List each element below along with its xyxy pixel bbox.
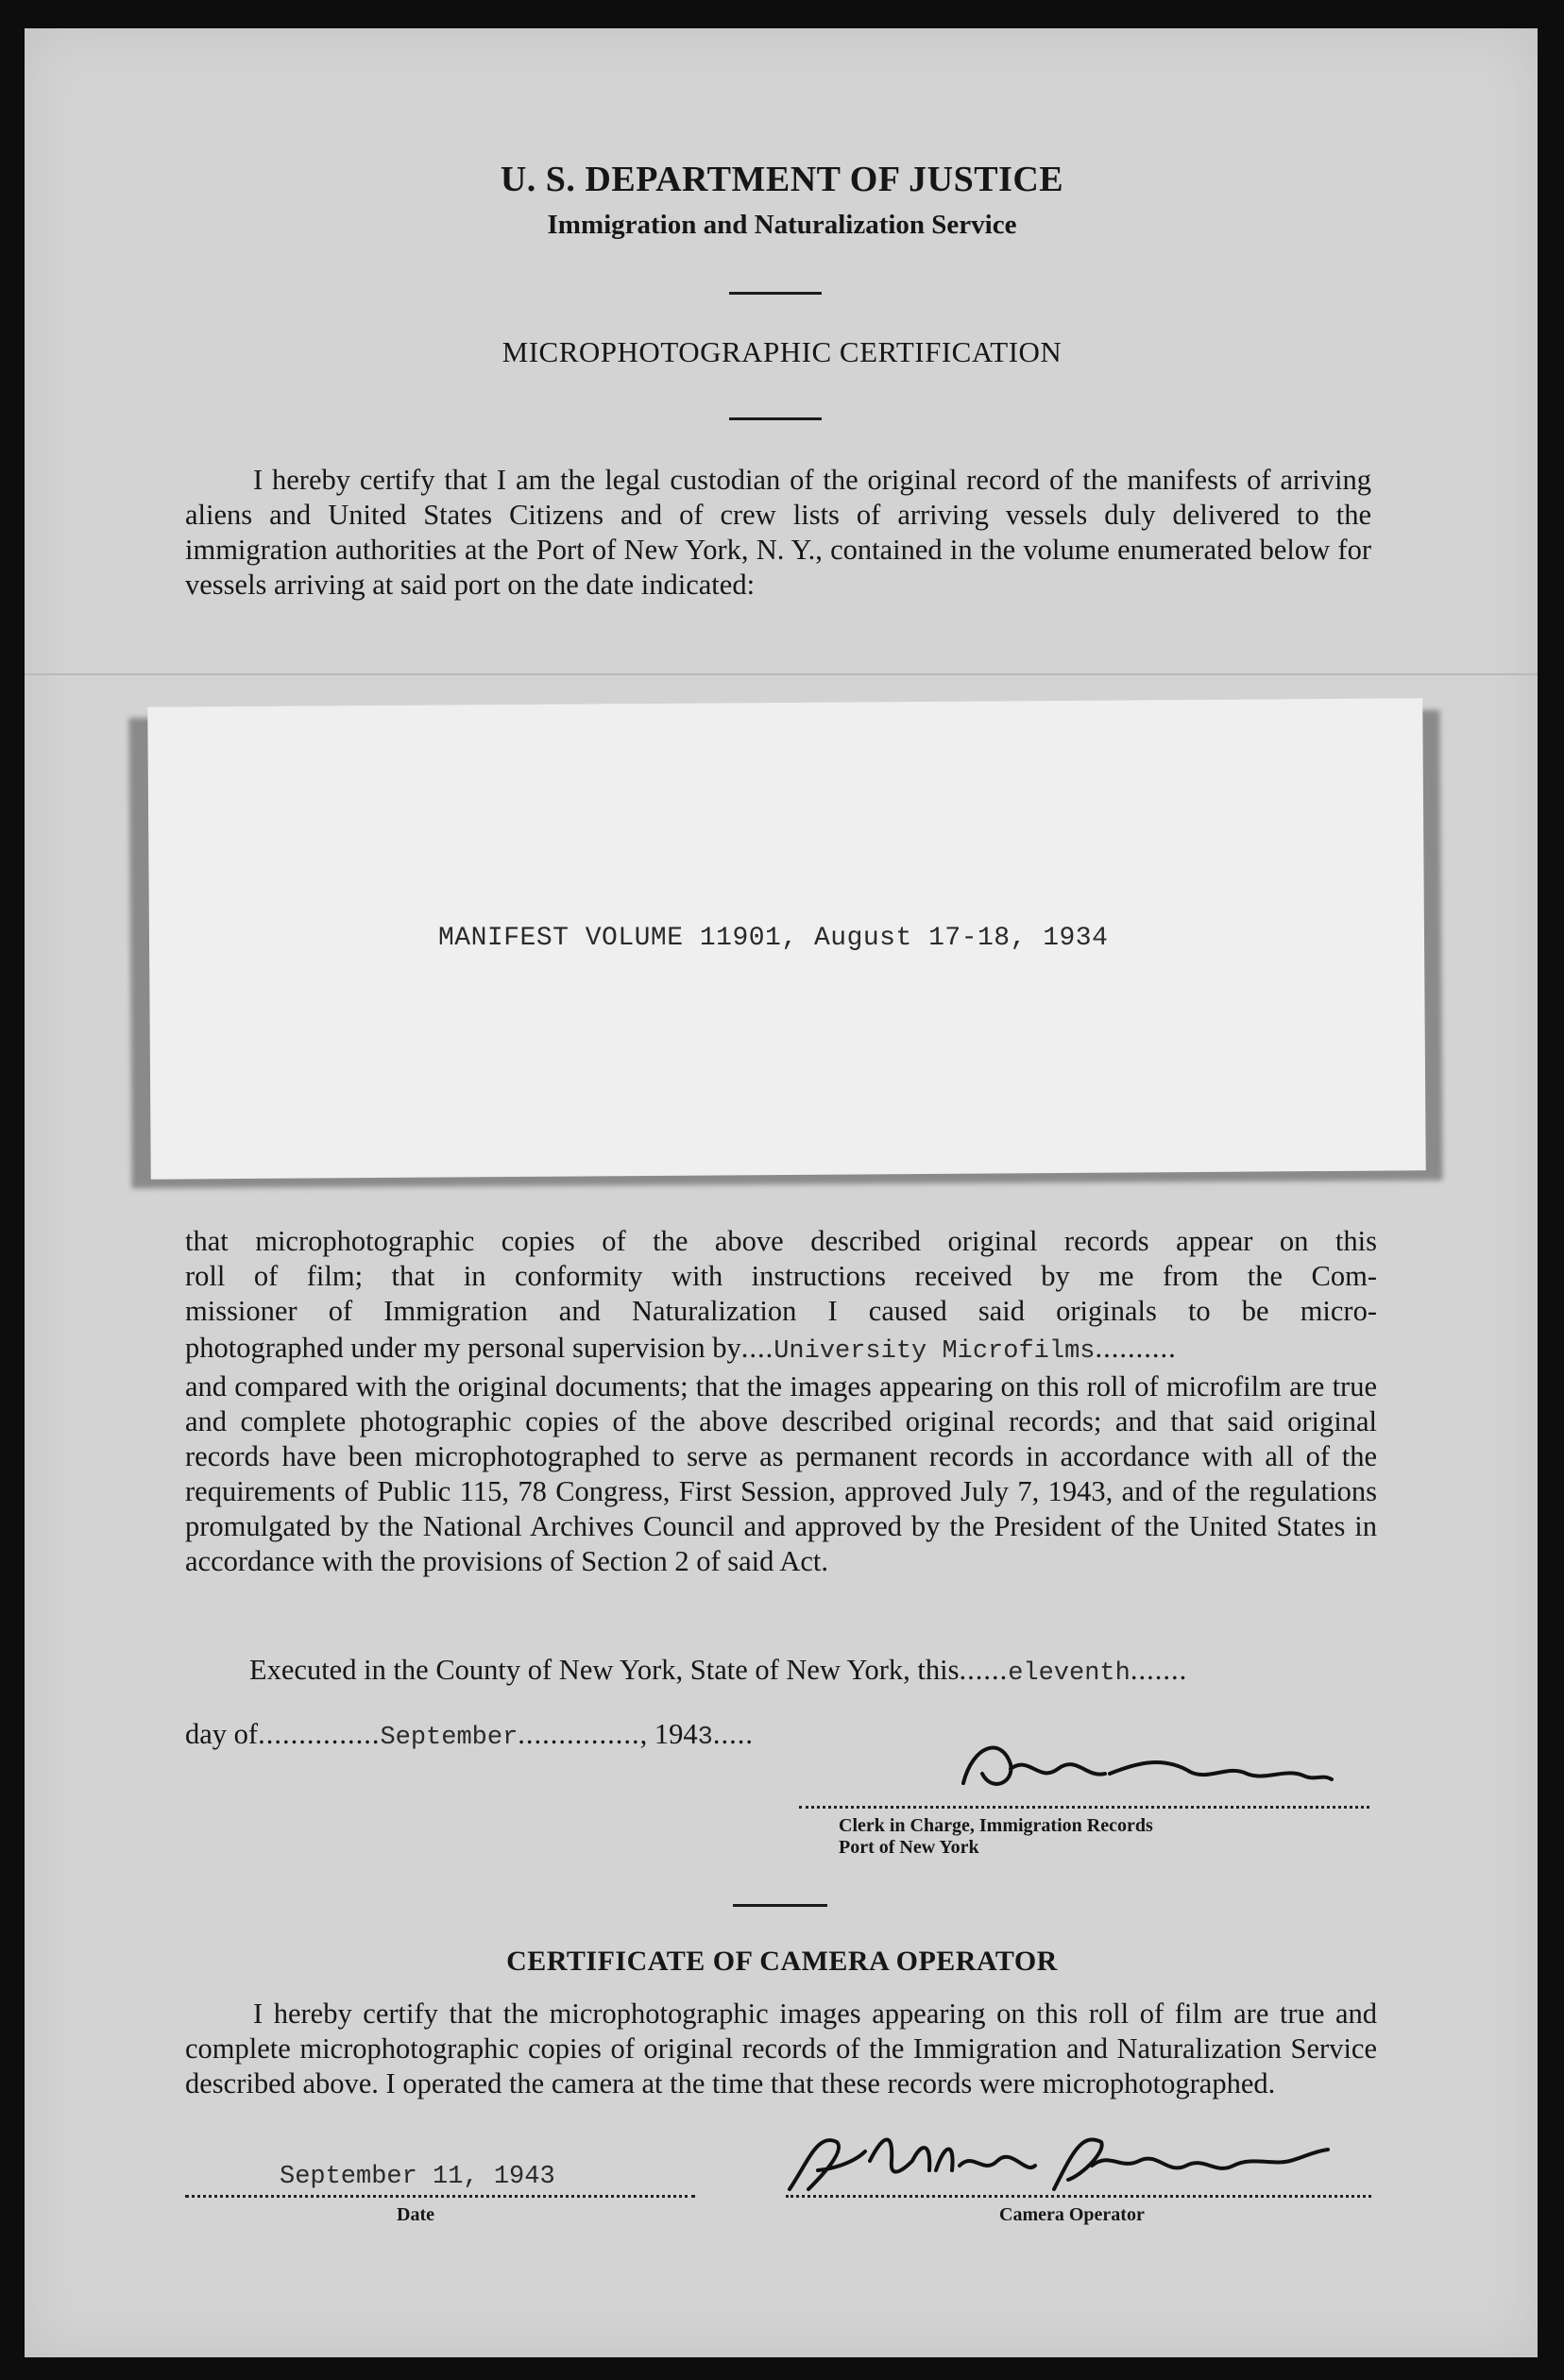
clerk-signature-line [799, 1806, 1369, 1809]
clerk-signature [944, 1726, 1379, 1806]
execution-month-line: day of...............September..............., 1943..... [185, 1718, 754, 1752]
camera-date-value: September 11, 1943 [280, 2163, 555, 2191]
camera-certificate-title: CERTIFICATE OF CAMERA OPERATOR [506, 1946, 1058, 1977]
page-fold-line [25, 673, 1538, 675]
execution-day: eleventh [1008, 1659, 1130, 1688]
certification-title: MICROPHOTOGRAPHIC CERTIFICATION [502, 335, 1062, 368]
divider-rule [729, 417, 822, 420]
clerk-title-line1: Clerk in Charge, Immigration Records [839, 1815, 1153, 1836]
certification-body [185, 1224, 1377, 1579]
service-subheading: Immigration and Naturalization Service [547, 210, 1017, 240]
execution-line: Executed in the County of New York, State of New York, this......eleventh....... [249, 1654, 1188, 1688]
clerk-title-line2: Port of New York [839, 1837, 979, 1858]
divider-rule [733, 1904, 827, 1907]
date-label: Date [397, 2204, 434, 2225]
supervision-line: photographed under my personal supervision by....University Microfilms.......... [185, 1332, 1177, 1366]
day-of-label: day of [185, 1718, 259, 1750]
execution-prefix: Executed in the County of New York, State of New York, this [249, 1654, 960, 1686]
department-heading: U. S. DEPARTMENT OF JUSTICE [500, 160, 1064, 199]
supervisor-name: University Microfilms [774, 1337, 1096, 1366]
clerk-title [839, 1815, 1153, 1859]
execution-month: September [380, 1724, 518, 1752]
body-line: missioner of Immigration and Naturalization I caused said originals to be micro- [185, 1295, 1377, 1327]
body-line: roll of film; that in conformity with instructions received by me from the Com- [185, 1260, 1377, 1292]
date-line [185, 2195, 695, 2198]
body-rest: and compared with the original documents; that the images appearing on this roll of microfilm are true and complete photographic copies of the above described original records; and that said original records have been microphotographed to serve as permanent records in accordance with all of the requirements of Public 115, 78 Congress, First Session, approved July 7, 1943, and of the regulations promulgated by the National Archives Council and approved by the President of the United States in accordance with the provisions of Section 2 of said Act. [185, 1370, 1377, 1577]
intro-paragraph: I hereby certify that I am the legal custodian of the original record of the manifests of arriving aliens and United States Citizens and of crew lists of arriving vessels duly delivered to the immigration authorities at the Port of New York, N. Y., contained in the volume enumerated below for vessels arriving at said port on the date indicated: [185, 464, 1371, 601]
camera-certificate-paragraph: I hereby certify that the microphotographic images appearing on this roll of film are true and complete microphotographic copies of original records of the Immigration and Naturalization Service described above. I operated the camera at the time that these records were microphotographed. [185, 1998, 1377, 2100]
operator-label: Camera Operator [999, 2204, 1145, 2225]
camera-operator-signature [780, 2123, 1347, 2202]
body-line: that microphotographic copies of the above described original records appear on this [185, 1225, 1377, 1257]
manifest-volume-text: MANIFEST VOLUME 11901, August 17-18, 1934 [438, 924, 1109, 953]
operator-signature-line [786, 2195, 1371, 2198]
year-prefix: , 194 [639, 1718, 698, 1750]
year-digit: 3 [697, 1724, 713, 1752]
body-line: photographed under my personal supervision by [185, 1332, 741, 1364]
divider-rule [729, 292, 822, 295]
